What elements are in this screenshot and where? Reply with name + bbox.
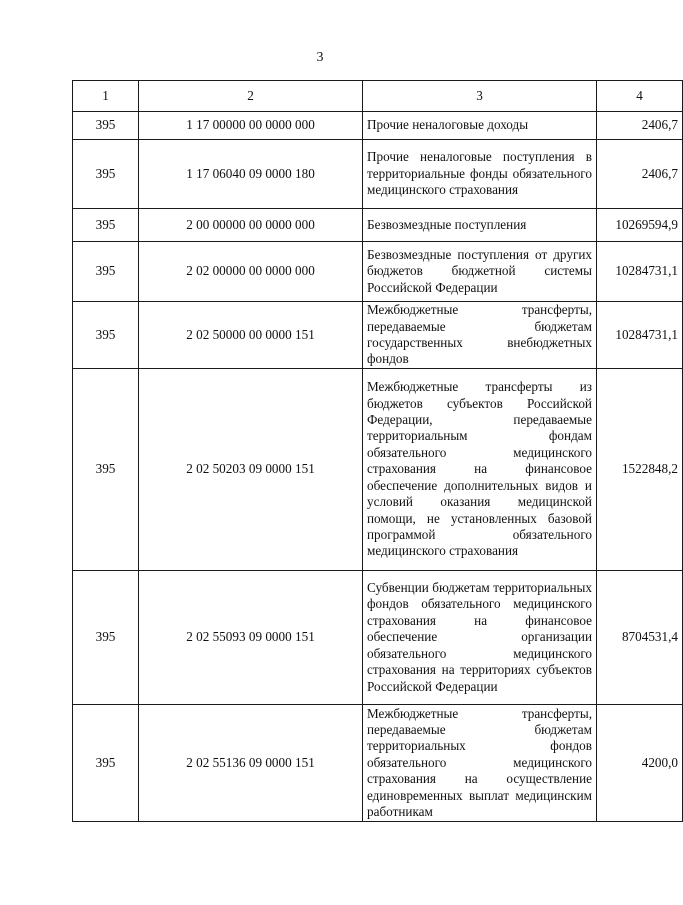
admin-code-cell: 395 — [73, 705, 139, 822]
admin-code-cell: 395 — [73, 242, 139, 302]
budget-code-cell: 2 00 00000 00 0000 000 — [139, 209, 363, 242]
budget-code-cell: 2 02 50000 00 0000 151 — [139, 302, 363, 369]
budget-code-cell: 2 02 55093 09 0000 151 — [139, 571, 363, 705]
amount-cell: 4200,0 — [597, 705, 683, 822]
column-header-4: 4 — [597, 81, 683, 112]
budget-code-cell: 2 02 50203 09 0000 151 — [139, 369, 363, 571]
column-header-2: 2 — [139, 81, 363, 112]
column-header-1: 1 — [73, 81, 139, 112]
table-row — [73, 112, 683, 140]
budget-code-cell: 2 02 55136 09 0000 151 — [139, 705, 363, 822]
amount-cell: 10284731,1 — [597, 242, 683, 302]
revenue-name-cell: Субвенции бюджетам территориальных фондов обязательного медицинского страхования на финансовое обеспечение организации обязательного медицинского страхования на территориях субъектов Российской Федерации — [363, 571, 597, 705]
table-row — [73, 571, 683, 705]
revenue-name-cell: Межбюджетные трансферты, передаваемые бюджетам территориальных фондов обязательного медицинского страхования на осуществление единовременных выплат медицинским работникам — [363, 705, 597, 822]
admin-code-cell: 395 — [73, 571, 139, 705]
amount-cell: 8704531,4 — [597, 571, 683, 705]
revenue-name-cell: Безвозмездные поступления от других бюджетов бюджетной системы Российской Федерации — [363, 242, 597, 302]
revenue-name-cell: Межбюджетные трансферты, передаваемые бюджетам государственных внебюджетных фондов — [363, 302, 597, 369]
table-row — [73, 140, 683, 209]
amount-cell: 10269594,9 — [597, 209, 683, 242]
amount-cell: 1522848,2 — [597, 369, 683, 571]
table-header-row — [73, 81, 683, 112]
table-row — [73, 242, 683, 302]
revenue-name-cell: Межбюджетные трансферты из бюджетов субъектов Российской Федерации, передаваемые территориальным фондам обязательного медицинского страхования на финансовое обеспечение дополнительных видов и условий оказания медицинской помощи, не установленных базовой программой обязательного медицинского страхования — [363, 369, 597, 571]
admin-code-cell: 395 — [73, 302, 139, 369]
revenue-name-cell: Прочие неналоговые поступления в территориальные фонды обязательного медицинского страхования — [363, 140, 597, 209]
table-row — [73, 209, 683, 242]
admin-code-cell: 395 — [73, 112, 139, 140]
admin-code-cell: 395 — [73, 140, 139, 209]
budget-code-cell: 1 17 00000 00 0000 000 — [139, 112, 363, 140]
revenue-name-cell: Безвозмездные поступления — [363, 209, 597, 242]
budget-code-cell: 1 17 06040 09 0000 180 — [139, 140, 363, 209]
column-header-3: 3 — [363, 81, 597, 112]
admin-code-cell: 395 — [73, 209, 139, 242]
table-row — [73, 369, 683, 571]
page-number: 3 — [316, 50, 324, 65]
amount-cell: 2406,7 — [597, 140, 683, 209]
budget-code-cell: 2 02 00000 00 0000 000 — [139, 242, 363, 302]
table-row — [73, 302, 683, 369]
revenue-table — [72, 80, 683, 822]
revenue-name-cell: Прочие неналоговые доходы — [363, 112, 597, 140]
admin-code-cell: 395 — [73, 369, 139, 571]
amount-cell: 10284731,1 — [597, 302, 683, 369]
amount-cell: 2406,7 — [597, 112, 683, 140]
table-row — [73, 705, 683, 822]
